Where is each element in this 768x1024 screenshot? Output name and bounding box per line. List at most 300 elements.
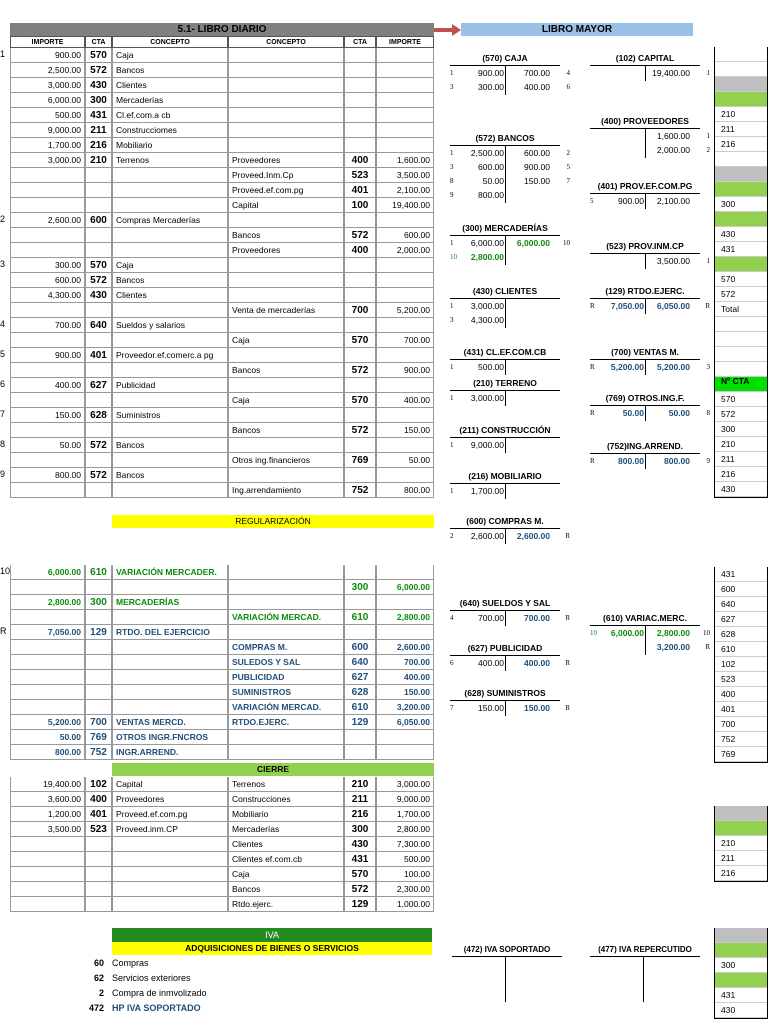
cell-cta: 102 bbox=[85, 777, 112, 792]
cell-cta2 bbox=[344, 565, 376, 580]
col-header-concepto: CONCEPTO bbox=[112, 36, 228, 48]
t-ref: 3 bbox=[450, 163, 454, 171]
cell-cta bbox=[85, 882, 112, 897]
cell-cta2 bbox=[344, 78, 376, 93]
t-account bbox=[590, 52, 710, 80]
t-account bbox=[450, 597, 570, 625]
t-ref: 3 bbox=[706, 363, 710, 371]
right-column-cell: 627 bbox=[715, 612, 767, 627]
cell-imp2 bbox=[376, 378, 434, 393]
t-account bbox=[450, 642, 570, 670]
cell-imp2 bbox=[376, 468, 434, 483]
cell-con: VARIACIÓN MERCADER. bbox=[112, 565, 228, 580]
cell-cta2 bbox=[344, 348, 376, 363]
cell-imp2 bbox=[376, 108, 434, 123]
iva-label: HP IVA SOPORTADO bbox=[112, 1003, 201, 1013]
cell-cta bbox=[85, 655, 112, 670]
t-account bbox=[450, 285, 560, 327]
cell-con bbox=[112, 700, 228, 715]
cell-imp: 2,600.00 bbox=[10, 213, 85, 228]
cell-con2: RTDO.EJERC. bbox=[228, 715, 344, 730]
t-row bbox=[590, 454, 710, 468]
cell-cta bbox=[85, 837, 112, 852]
cell-cta2: 769 bbox=[344, 453, 376, 468]
t-row bbox=[450, 160, 570, 174]
cell-cta bbox=[85, 867, 112, 882]
cell-con2: COMPRAS M. bbox=[228, 640, 344, 655]
cell-cta2 bbox=[344, 625, 376, 640]
cell-con2: Proveed.Inm.Cp bbox=[228, 168, 344, 183]
cell-con2 bbox=[228, 123, 344, 138]
cell-con bbox=[112, 610, 228, 625]
t-account-title: (752)ING.ARREND. bbox=[590, 440, 700, 454]
t-row bbox=[450, 611, 570, 625]
t-row bbox=[450, 174, 570, 188]
cell-con: Proveedores bbox=[112, 792, 228, 807]
cell-con bbox=[112, 867, 228, 882]
cell-cta bbox=[85, 198, 112, 213]
cell-con2: Ing.arrendamiento bbox=[228, 483, 344, 498]
t-credit: 1,600.00 bbox=[656, 131, 690, 141]
cell-con2: Caja bbox=[228, 333, 344, 348]
right-column-cell bbox=[715, 77, 767, 92]
t-ref: R bbox=[565, 532, 570, 540]
entry-number: R bbox=[0, 626, 7, 636]
cell-cta: 570 bbox=[85, 48, 112, 63]
t-ref: 1 bbox=[706, 69, 710, 77]
cell-con2 bbox=[228, 468, 344, 483]
t-debit: 1,700.00 bbox=[470, 486, 504, 496]
right-column-cell bbox=[715, 332, 767, 347]
cell-con bbox=[112, 228, 228, 243]
cell-imp2: 800.00 bbox=[376, 483, 434, 498]
cell-imp bbox=[10, 483, 85, 498]
cell-cta2 bbox=[344, 288, 376, 303]
cell-con: MERCADERÍAS bbox=[112, 595, 228, 610]
cell-cta2: 572 bbox=[344, 228, 376, 243]
t-account-title: (600) COMPRAS M. bbox=[450, 515, 560, 529]
cell-imp2: 6,050.00 bbox=[376, 715, 434, 730]
right-column-cell: 216 bbox=[715, 467, 767, 482]
right-column-cell: 210 bbox=[715, 107, 767, 122]
cell-cta2: 300 bbox=[344, 580, 376, 595]
t-ref: 1 bbox=[450, 239, 454, 247]
t-ref: 2 bbox=[450, 532, 454, 540]
cell-cta2: 100 bbox=[344, 198, 376, 213]
cell-imp: 6,000.00 bbox=[10, 565, 85, 580]
t-account bbox=[450, 515, 570, 543]
cell-cta2: 300 bbox=[344, 822, 376, 837]
cell-cta2: 627 bbox=[344, 670, 376, 685]
cell-con bbox=[112, 640, 228, 655]
cell-con: Proveed.inm.CP bbox=[112, 822, 228, 837]
t-account-title: (572) BANCOS bbox=[450, 132, 560, 146]
cell-cta2: 211 bbox=[344, 792, 376, 807]
cell-con: INGR.ARREND. bbox=[112, 745, 228, 760]
cell-con2: Otros ing.financieros bbox=[228, 453, 344, 468]
cell-cta: 430 bbox=[85, 288, 112, 303]
t-row bbox=[450, 313, 560, 327]
cell-con bbox=[112, 580, 228, 595]
cell-imp2 bbox=[376, 63, 434, 78]
right-column-cell bbox=[715, 928, 767, 943]
cell-con: Compras Mercaderías bbox=[112, 213, 228, 228]
cell-con: VENTAS MERCD. bbox=[112, 715, 228, 730]
cell-con bbox=[112, 393, 228, 408]
cell-cta: 627 bbox=[85, 378, 112, 393]
cell-con bbox=[112, 897, 228, 912]
cell-imp2 bbox=[376, 123, 434, 138]
t-ref: 6 bbox=[566, 83, 570, 91]
cell-cta: 572 bbox=[85, 468, 112, 483]
cell-imp bbox=[10, 867, 85, 882]
cierre-bar: CIERRE bbox=[112, 763, 434, 776]
cell-con bbox=[112, 303, 228, 318]
cell-imp: 300.00 bbox=[10, 258, 85, 273]
right-column-cell: 610 bbox=[715, 642, 767, 657]
cell-cta: 640 bbox=[85, 318, 112, 333]
cell-con2: Venta de mercaderías bbox=[228, 303, 344, 318]
cell-con2: Bancos bbox=[228, 228, 344, 243]
cell-cta bbox=[85, 333, 112, 348]
t-debit: 2,500.00 bbox=[470, 148, 504, 158]
cell-con bbox=[112, 483, 228, 498]
t-row bbox=[450, 236, 570, 250]
cell-cta: 769 bbox=[85, 730, 112, 745]
cell-cta2 bbox=[344, 213, 376, 228]
entry-number: 5 bbox=[0, 349, 6, 359]
t-ref: 8 bbox=[450, 177, 454, 185]
cell-imp2: 150.00 bbox=[376, 423, 434, 438]
right-column-cell: 216 bbox=[715, 137, 767, 152]
t-ref: 3 bbox=[450, 83, 454, 91]
t-ref: 10 bbox=[450, 253, 457, 261]
cell-imp: 9,000.00 bbox=[10, 123, 85, 138]
t-ref: 10 bbox=[563, 239, 570, 247]
cell-imp: 3,000.00 bbox=[10, 78, 85, 93]
cell-imp: 6,000.00 bbox=[10, 93, 85, 108]
t-account-title: (640) SUELDOS Y SAL bbox=[450, 597, 560, 611]
cell-con: OTROS INGR.FNCROS bbox=[112, 730, 228, 745]
t-account-title: (610) VARIAC.MERC. bbox=[590, 612, 700, 626]
cell-con bbox=[112, 168, 228, 183]
right-column-cell bbox=[715, 317, 767, 332]
t-row bbox=[450, 701, 570, 715]
cell-con: Mobiliario bbox=[112, 138, 228, 153]
cell-imp2 bbox=[376, 48, 434, 63]
right-column-cell bbox=[715, 973, 767, 988]
right-column-cell: 430 bbox=[715, 482, 767, 497]
t-account-title: (102) CAPITAL bbox=[590, 52, 700, 66]
t-ref: 7 bbox=[450, 704, 454, 712]
t-account-title: (216) MOBILIARIO bbox=[450, 470, 560, 484]
cell-imp: 5,200.00 bbox=[10, 715, 85, 730]
t-debit: 150.00 bbox=[478, 703, 504, 713]
cell-imp2: 2,800.00 bbox=[376, 610, 434, 625]
t-credit: 6,000.00 bbox=[516, 238, 550, 248]
cell-cta2 bbox=[344, 93, 376, 108]
right-column-cell: 430 bbox=[715, 1003, 767, 1018]
t-row bbox=[450, 529, 570, 543]
cell-imp bbox=[10, 303, 85, 318]
cell-cta2 bbox=[344, 468, 376, 483]
right-column-cell bbox=[715, 347, 767, 362]
cell-imp: 3,000.00 bbox=[10, 153, 85, 168]
t-account-title: (129) RTDO.EJERC. bbox=[590, 285, 700, 299]
t-credit: 19,400.00 bbox=[652, 68, 690, 78]
cell-imp2: 3,200.00 bbox=[376, 700, 434, 715]
cell-imp2 bbox=[376, 273, 434, 288]
right-column-cell: 300 bbox=[715, 958, 767, 973]
t-credit: 700.00 bbox=[524, 613, 550, 623]
iva-label: Compras bbox=[112, 958, 149, 968]
t-account-title: (700) VENTAS M. bbox=[590, 346, 700, 360]
cell-con2: Caja bbox=[228, 867, 344, 882]
col-header-cta-2: CTA bbox=[344, 36, 376, 48]
cell-cta2: 572 bbox=[344, 423, 376, 438]
cell-cta2: 210 bbox=[344, 777, 376, 792]
t-account-title: (769) OTROS.ING.F. bbox=[590, 392, 700, 406]
right-column-cell: 102 bbox=[715, 657, 767, 672]
cell-cta bbox=[85, 228, 112, 243]
cell-imp2: 700.00 bbox=[376, 655, 434, 670]
cell-imp2 bbox=[376, 258, 434, 273]
cell-cta: 572 bbox=[85, 63, 112, 78]
cell-imp bbox=[10, 655, 85, 670]
cell-cta bbox=[85, 483, 112, 498]
t-account bbox=[450, 687, 570, 715]
cell-con2: Proveedores bbox=[228, 153, 344, 168]
cell-imp bbox=[10, 610, 85, 625]
t-credit: 400.00 bbox=[524, 82, 550, 92]
t-row bbox=[590, 143, 710, 157]
t-credit: 400.00 bbox=[524, 658, 550, 668]
t-debit: 900.00 bbox=[618, 196, 644, 206]
cell-cta2: 570 bbox=[344, 333, 376, 348]
t-account-title: (627) PUBLICIDAD bbox=[450, 642, 560, 656]
t-account bbox=[590, 612, 710, 654]
cell-cta: 430 bbox=[85, 78, 112, 93]
cell-imp bbox=[10, 198, 85, 213]
t-account bbox=[450, 222, 570, 264]
cell-con2 bbox=[228, 730, 344, 745]
cell-cta bbox=[85, 580, 112, 595]
cell-cta2 bbox=[344, 108, 376, 123]
t-ref: R bbox=[705, 302, 710, 310]
cell-con2 bbox=[228, 438, 344, 453]
right-column-cell: 211 bbox=[715, 452, 767, 467]
cell-con: Cl.ef.com.a cb bbox=[112, 108, 228, 123]
cell-imp2 bbox=[376, 408, 434, 423]
cell-cta2: 570 bbox=[344, 393, 376, 408]
cell-imp2: 2,300.00 bbox=[376, 882, 434, 897]
t-debit: 800.00 bbox=[618, 456, 644, 466]
cell-imp2: 3,500.00 bbox=[376, 168, 434, 183]
right-column-cell bbox=[715, 943, 767, 958]
cell-imp2: 19,400.00 bbox=[376, 198, 434, 213]
cell-cta2 bbox=[344, 378, 376, 393]
entry-number: 6 bbox=[0, 379, 6, 389]
right-column-cell bbox=[715, 821, 767, 836]
t-ref: 1 bbox=[450, 441, 454, 449]
col-header-importe-2: IMPORTE bbox=[376, 36, 434, 48]
cell-imp2: 6,000.00 bbox=[376, 580, 434, 595]
cell-con: Caja bbox=[112, 258, 228, 273]
col-header-concepto-2: CONCEPTO bbox=[228, 36, 344, 48]
cell-cta2 bbox=[344, 138, 376, 153]
cell-imp2 bbox=[376, 595, 434, 610]
cell-cta2: 129 bbox=[344, 897, 376, 912]
cell-cta bbox=[85, 168, 112, 183]
cell-con: Bancos bbox=[112, 63, 228, 78]
t-ref: 10 bbox=[590, 629, 597, 637]
cell-cta bbox=[85, 183, 112, 198]
iva-account: 2 bbox=[98, 988, 104, 998]
cell-cta2 bbox=[344, 63, 376, 78]
t-ref: 9 bbox=[706, 457, 710, 465]
cell-con: Capital bbox=[112, 777, 228, 792]
cell-con2: Proveed.ef.com.pg bbox=[228, 183, 344, 198]
t-debit: 400.00 bbox=[478, 658, 504, 668]
t-ref: R bbox=[565, 704, 570, 712]
cell-imp: 3,500.00 bbox=[10, 822, 85, 837]
cell-con2 bbox=[228, 625, 344, 640]
cell-con: Mercaderías bbox=[112, 93, 228, 108]
cell-cta2: 572 bbox=[344, 363, 376, 378]
t-account-title: (401) PROV.EF.COM.PG bbox=[590, 180, 700, 194]
right-column-cell bbox=[715, 362, 767, 377]
t-credit: 6,050.00 bbox=[656, 301, 690, 311]
t-ref: 1 bbox=[450, 394, 454, 402]
right-column-cell: 700 bbox=[715, 717, 767, 732]
cell-imp2: 9,000.00 bbox=[376, 792, 434, 807]
t-account bbox=[590, 240, 710, 268]
t-debit: 300.00 bbox=[478, 82, 504, 92]
t-ref: R bbox=[565, 614, 570, 622]
cell-imp: 1,700.00 bbox=[10, 138, 85, 153]
t-account bbox=[590, 285, 710, 313]
cell-imp2 bbox=[376, 138, 434, 153]
cell-con2 bbox=[228, 48, 344, 63]
cell-imp bbox=[10, 685, 85, 700]
t-debit: 5,200.00 bbox=[610, 362, 644, 372]
cell-imp: 900.00 bbox=[10, 48, 85, 63]
cell-con2 bbox=[228, 580, 344, 595]
right-column-cell: 752 bbox=[715, 732, 767, 747]
cell-con bbox=[112, 685, 228, 700]
t-account-title: (431) CL.EF.COM.CB bbox=[450, 346, 560, 360]
cell-con2: SUMINISTROS bbox=[228, 685, 344, 700]
t-debit: 2,600.00 bbox=[470, 531, 504, 541]
cell-cta: 401 bbox=[85, 807, 112, 822]
cell-cta2: 610 bbox=[344, 610, 376, 625]
cell-con2 bbox=[228, 108, 344, 123]
entry-number: 8 bbox=[0, 439, 6, 449]
cell-imp2 bbox=[376, 288, 434, 303]
t-credit: 600.00 bbox=[524, 148, 550, 158]
t-row bbox=[590, 194, 700, 208]
t-debit: 3,000.00 bbox=[470, 393, 504, 403]
cell-con2 bbox=[228, 595, 344, 610]
cell-cta2: 129 bbox=[344, 715, 376, 730]
iva-label: Servicios exteriores bbox=[112, 973, 191, 983]
cell-con bbox=[112, 852, 228, 867]
t-credit: 150.00 bbox=[524, 176, 550, 186]
cell-con: Caja bbox=[112, 48, 228, 63]
cell-cta: 300 bbox=[85, 595, 112, 610]
cell-cta2 bbox=[344, 408, 376, 423]
right-column-cell: 570 bbox=[715, 272, 767, 287]
cell-con: Clientes bbox=[112, 78, 228, 93]
cell-cta: 401 bbox=[85, 348, 112, 363]
entry-number: 1 bbox=[0, 49, 6, 59]
cell-imp bbox=[10, 168, 85, 183]
cell-imp2 bbox=[376, 213, 434, 228]
cell-cta2: 570 bbox=[344, 867, 376, 882]
cell-con: Terrenos bbox=[112, 153, 228, 168]
cell-con2 bbox=[228, 78, 344, 93]
iva-account: 60 bbox=[93, 958, 104, 968]
cell-cta2: 523 bbox=[344, 168, 376, 183]
cell-con bbox=[112, 333, 228, 348]
t-row bbox=[450, 66, 570, 80]
cell-imp: 19,400.00 bbox=[10, 777, 85, 792]
cell-cta2 bbox=[344, 318, 376, 333]
cell-con2: Bancos bbox=[228, 363, 344, 378]
cell-con2: Clientes bbox=[228, 837, 344, 852]
t-debit: 800.00 bbox=[478, 190, 504, 200]
cell-imp2: 2,800.00 bbox=[376, 822, 434, 837]
t-account-title: (430) CLIENTES bbox=[450, 285, 560, 299]
t-debit: 3,000.00 bbox=[470, 301, 504, 311]
cell-con2: Caja bbox=[228, 393, 344, 408]
cell-con2: Construcciones bbox=[228, 792, 344, 807]
t-ref: R bbox=[705, 643, 710, 651]
t-row bbox=[450, 299, 560, 313]
cell-cta: 628 bbox=[85, 408, 112, 423]
right-column-cell: 431 bbox=[715, 242, 767, 257]
t-ref: R bbox=[565, 659, 570, 667]
cell-imp: 150.00 bbox=[10, 408, 85, 423]
cell-cta bbox=[85, 700, 112, 715]
cell-imp bbox=[10, 700, 85, 715]
cell-imp2: 700.00 bbox=[376, 333, 434, 348]
t-account bbox=[590, 115, 710, 157]
t-debit: 50.00 bbox=[622, 408, 644, 418]
t-account bbox=[590, 180, 700, 208]
col-header-cta: CTA bbox=[85, 36, 112, 48]
cell-con bbox=[112, 670, 228, 685]
right-column-cell: 216 bbox=[715, 866, 767, 881]
right-column-cell: 431 bbox=[715, 567, 767, 582]
right-column-block bbox=[714, 928, 768, 1019]
t-ref: 1 bbox=[450, 302, 454, 310]
cell-cta: 129 bbox=[85, 625, 112, 640]
cell-cta2: 401 bbox=[344, 183, 376, 198]
t-ref: 3 bbox=[450, 316, 454, 324]
t-debit: 4,300.00 bbox=[470, 315, 504, 325]
cell-imp: 400.00 bbox=[10, 378, 85, 393]
t-row bbox=[450, 391, 560, 405]
cell-con2: Capital bbox=[228, 198, 344, 213]
cell-cta2 bbox=[344, 48, 376, 63]
t-ref: 1 bbox=[706, 257, 710, 265]
t-debit: 9,000.00 bbox=[470, 440, 504, 450]
cell-cta bbox=[85, 423, 112, 438]
cell-con2: Mobiliario bbox=[228, 807, 344, 822]
cell-con2 bbox=[228, 93, 344, 108]
right-column-block bbox=[714, 806, 768, 882]
